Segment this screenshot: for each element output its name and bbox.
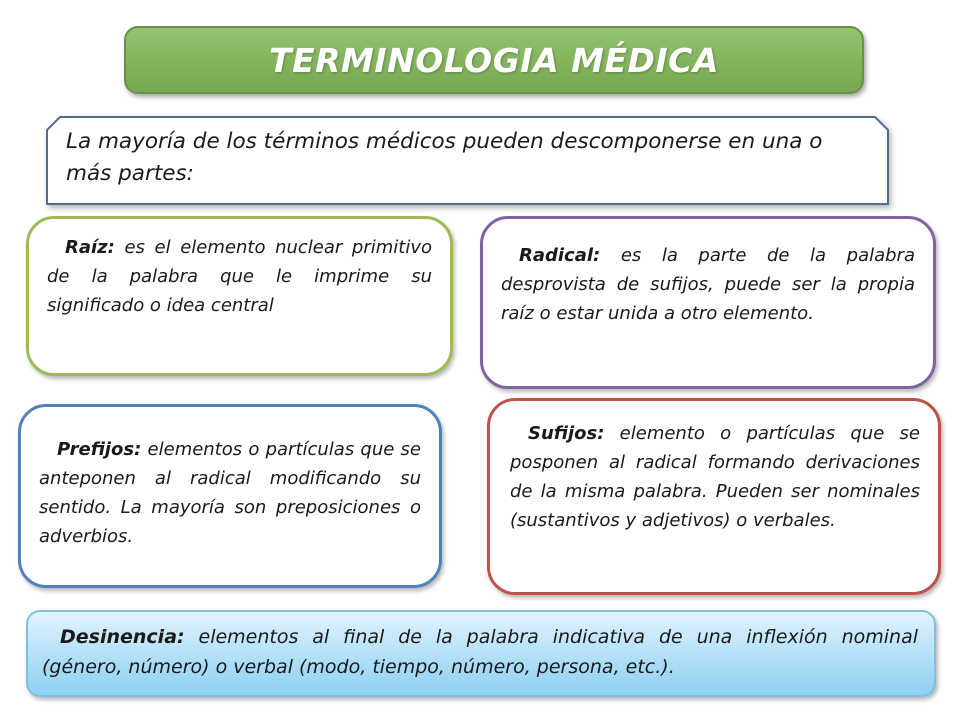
definition-radical: es la parte de la palabra desprovista de sufijos, puede ser la propia raíz o estar unida a otro elemento. <box>501 245 915 324</box>
term-raiz: Raíz: <box>65 237 115 258</box>
card-prefijos <box>18 404 442 588</box>
card-raiz <box>26 216 453 376</box>
term-prefijos: Prefijos: <box>57 439 142 460</box>
card-desinencia <box>26 610 936 697</box>
page-title: TERMINOLOGIA MÉDICA <box>269 40 719 80</box>
definition-sufijos: elemento o partículas que se posponen al radical formando derivaciones de la misma palabra. Pueden ser nominales (sustantivos y adjetivos) o verbales. <box>510 423 920 531</box>
intro-box <box>46 116 889 205</box>
term-sufijos: Sufijos: <box>528 423 605 444</box>
term-radical: Radical: <box>519 245 601 266</box>
card-sufijos <box>487 398 941 595</box>
term-desinencia: Desinencia: <box>60 626 185 648</box>
definition-desinencia: elementos al final de la palabra indicativa de una inflexión nominal (género, número) o verbal (modo, tiempo, número, persona, etc.). <box>42 626 918 678</box>
definition-raiz: es el elemento nuclear primitivo de la palabra que le imprime su significado o idea central <box>47 237 432 316</box>
definition-prefijos: elementos o partículas que se anteponen al radical modificando su sentido. La mayoría son preposiciones o adverbios. <box>39 439 421 547</box>
card-radical <box>480 216 936 389</box>
title-banner <box>124 26 864 94</box>
intro-text: La mayoría de los términos médicos pueden descomponerse en una o más partes: <box>66 129 823 186</box>
